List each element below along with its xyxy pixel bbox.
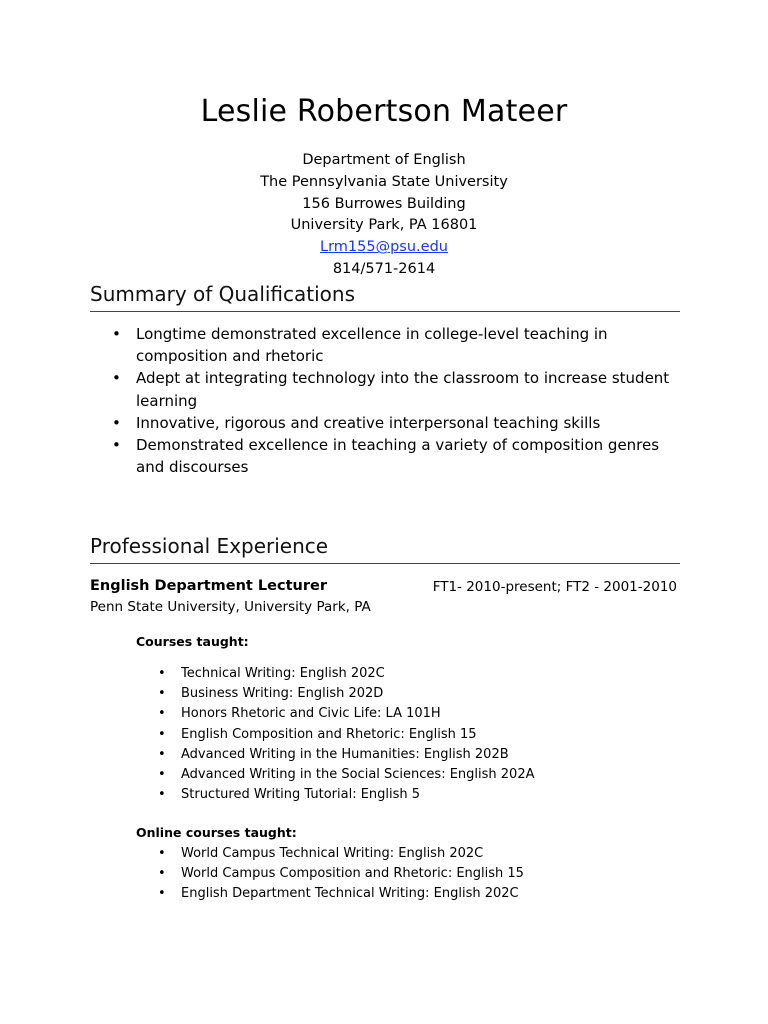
qualification-item: • Demonstrated excellence in teaching a variety of composition genres and discourses [112,434,672,478]
course-item: • English Composition and Rhetoric: English 15 [158,725,658,745]
contact-phone: 814/571-2614 [332,260,436,277]
experience-section-title: Professional Experience [90,534,329,558]
job-place: Penn State University, University Park, PA [90,599,371,615]
course-item: • Advanced Writing in the Social Sciences: English 202A [158,765,658,785]
course-item: • Honors Rhetoric and Civic Life: LA 101H [158,704,658,724]
online-course-item: • World Campus Technical Writing: English 202C [158,844,658,864]
online-course-item: • English Department Technical Writing: English 202C [158,884,658,904]
experience-divider [90,563,680,564]
course-item: • Business Writing: English 202D [158,684,658,704]
contact-university: The Pennsylvania State University [260,173,508,190]
online-course-item: • World Campus Composition and Rhetoric: English 15 [158,864,658,884]
job-title: English Department Lecturer [90,578,327,594]
contact-city: University Park, PA 16801 [290,217,478,234]
contact-building: 156 Burrowes Building [302,195,466,212]
courses-list [158,664,658,805]
summary-section-title: Summary of Qualifications [90,282,356,306]
qualification-item: • Innovative, rigorous and creative interpersonal teaching skills [112,412,672,434]
resume-name: Leslie Robertson Mateer [200,94,568,129]
contact-block [0,150,768,281]
online-courses-list [158,844,658,904]
qualifications-list [112,323,672,478]
qualification-item: • Adept at integrating technology into the classroom to increase student learning [112,367,672,411]
course-item: • Technical Writing: English 202C [158,664,658,684]
course-item: • Structured Writing Tutorial: English 5 [158,785,658,805]
summary-divider [90,311,680,312]
qualification-item: • Longtime demonstrated excellence in college-level teaching in composition and rhetoric [112,323,672,367]
contact-department: Department of English [302,152,466,168]
online-courses-heading: Online courses taught: [136,825,297,840]
courses-heading: Courses taught: [136,634,249,649]
course-item: • Advanced Writing in the Humanities: English 202B [158,745,658,765]
contact-email-line [0,237,768,259]
email-link[interactable]: Lrm155@psu.edu [320,239,448,256]
job-dates: FT1- 2010-present; FT2 - 2001-2010 [432,579,677,595]
